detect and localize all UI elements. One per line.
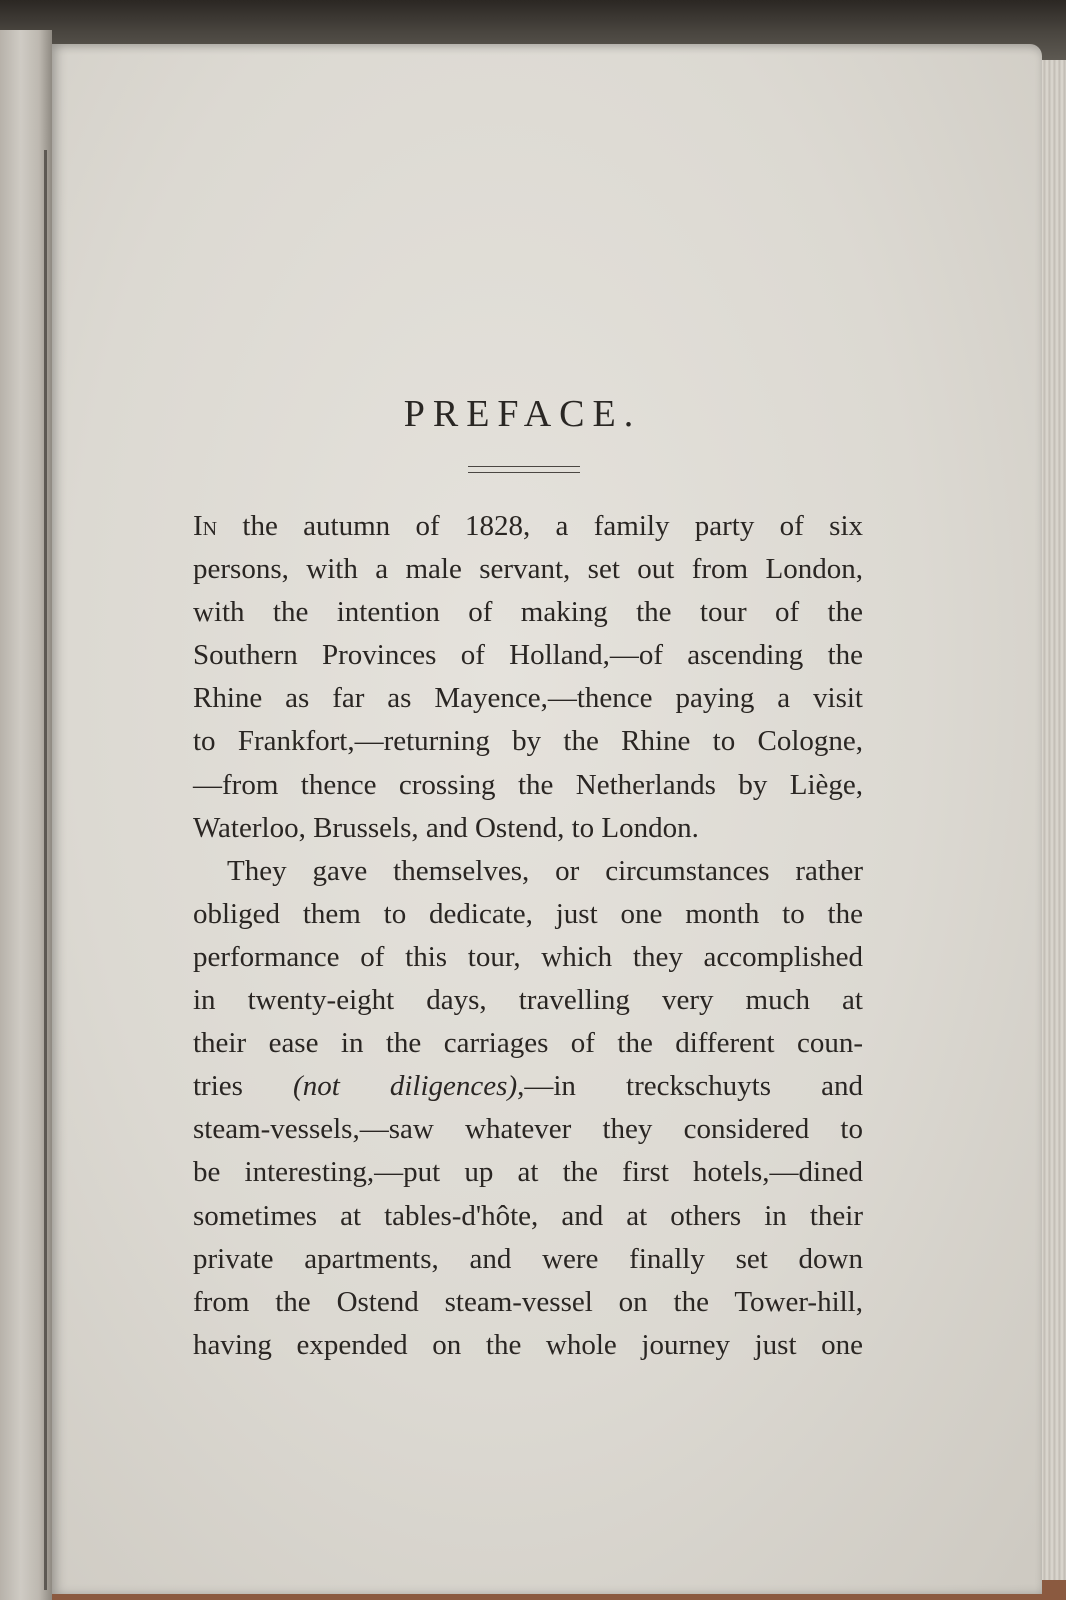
text-line: Southern Provinces of Holland,—of ascending the <box>193 639 863 672</box>
text-line: from the Ostend steam-vessel on the Tower-hill, <box>193 1285 863 1318</box>
title-rule <box>468 466 580 473</box>
italic-phrase: (not diligences) <box>293 1070 518 1103</box>
text-line: They gave themselves, or circumstances rather <box>227 854 863 887</box>
text-line: sometimes at tables-d'hôte, and at others in their <box>193 1199 863 1232</box>
text-line: Waterloo, Brussels, and Ostend, to London. <box>193 811 699 844</box>
text-line: to Frankfort,—returning by the Rhine to Cologne, <box>193 725 863 758</box>
text-line: in twenty-eight days, travelling very much at <box>193 984 863 1017</box>
text-line: —from thence crossing the Netherlands by Liège, <box>193 768 863 801</box>
text-line: persons, with a male servant, set out from London, <box>193 553 863 586</box>
text-line: having expended on the whole journey just one <box>193 1328 863 1361</box>
text-line: be interesting,—put up at the first hotels,—dined <box>193 1156 863 1189</box>
text-line: their ease in the carriages of the different coun- <box>193 1027 863 1060</box>
text-line: private apartments, and were finally set down <box>193 1242 863 1275</box>
page-title: PREFACE. <box>403 393 642 435</box>
text-line: obliged them to dedicate, just one month to the <box>193 897 863 930</box>
text-line: tries (not diligences),—in treckschuyts and <box>193 1070 863 1103</box>
gutter-line <box>44 150 47 1590</box>
text-line: steam-vessels,—saw whatever they considered to <box>193 1113 863 1146</box>
text-line: In the autumn of 1828, a family party of six <box>193 510 863 542</box>
text-line: performance of this tour, which they accomplished <box>193 940 863 973</box>
preface-text <box>193 505 863 1367</box>
text-line: with the intention of making the tour of the <box>193 596 863 629</box>
dropword: In <box>193 510 218 542</box>
text-line: Rhine as far as Mayence,—thence paying a visit <box>193 682 863 715</box>
